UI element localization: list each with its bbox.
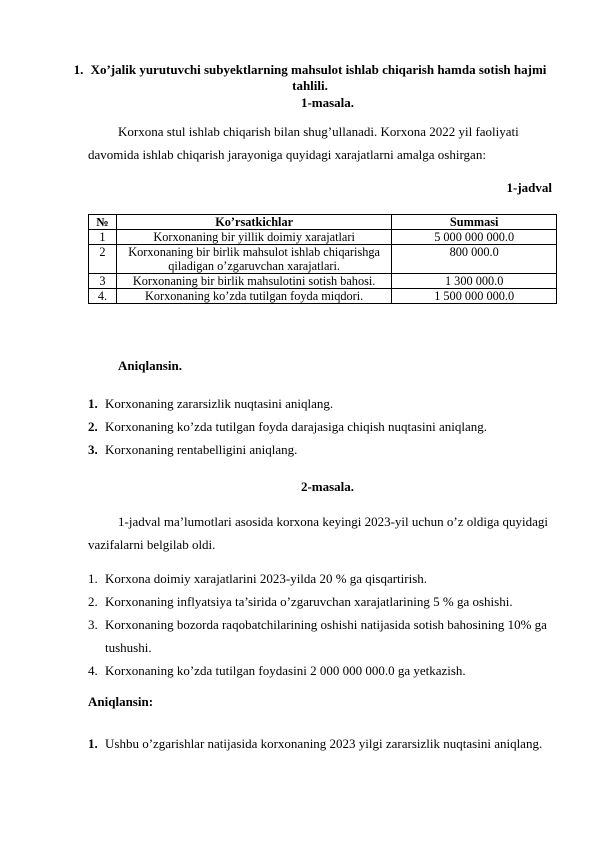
item-text: Korxona doimiy xarajatlarini 2023-yilda 20 % ga qisqartirish. — [105, 571, 428, 586]
item-number: 3. — [88, 617, 98, 632]
section-number: 1. — [73, 62, 84, 77]
section-title: Xo’jalik yurutuvchi subyektlarning mahsulot ishlab chiqarish hamda sotish hajmi tahlili. — [90, 62, 547, 93]
question-number: 1. — [88, 736, 98, 751]
header-indicators: Ko’rsatkichlar — [116, 215, 391, 230]
row-indicator: Korxonaning bir birlik mahsulotini sotish bahosi. — [116, 274, 391, 289]
item-text: Korxonaning inflyatsiya ta’sirida o’zgaruvchan xarajatlarining 5 % ga oshishi. — [105, 594, 513, 609]
task1-intro: Korxona stul ishlab chiqarish bilan shug’ullanadi. Korxona 2022 yil faoliyati davomida ishlab chiqarish jarayoniga quyidagi xarajatlarni amalga oshirgan: — [88, 124, 519, 162]
task1-question — [88, 438, 558, 461]
row-number: 4. — [89, 289, 117, 304]
row-amount: 1 500 000 000.0 — [392, 289, 557, 304]
row-amount: 1 300 000.0 — [392, 274, 557, 289]
task2-item — [88, 613, 558, 659]
row-amount: 5 000 000 000.0 — [392, 230, 557, 245]
item-number: 2. — [88, 594, 98, 609]
task2-question — [88, 732, 558, 755]
row-indicator: Korxonaning bir yillik doimiy xarajatlari — [116, 230, 391, 245]
table-row — [89, 230, 557, 245]
task1-question — [88, 392, 558, 415]
task2-item — [88, 567, 558, 590]
row-indicator: Korxonaning bir birlik mahsulot ishlab chiqarishga qiladigan o’zgaruvchan xarajatlari. — [116, 245, 391, 274]
table-label: 1-jadval — [506, 180, 552, 195]
task2-label: 2-masala. — [300, 479, 355, 494]
question-text: Korxonaning ko’zda tutilgan foyda darajasiga chiqish nuqtasini aniqlang. — [105, 419, 487, 434]
table-row — [89, 289, 557, 304]
task1-question — [88, 415, 558, 438]
question-number: 1. — [88, 396, 98, 411]
item-number: 1. — [88, 571, 98, 586]
question-text: Korxonaning zararsizlik nuqtasini aniqlang. — [105, 396, 334, 411]
table-header-row — [89, 215, 557, 230]
task2-item — [88, 590, 558, 613]
row-indicator: Korxonaning ko’zda tutilgan foyda miqdori. — [116, 289, 391, 304]
task2-determine-label: Aniqlansin: — [88, 694, 154, 709]
header-amount: Summasi — [392, 215, 557, 230]
task2-item — [88, 659, 558, 682]
task1-determine-label: Aniqlansin. — [118, 358, 182, 373]
item-text: Korxonaning bozorda raqobatchilarining oshishi natijasida sotish bahosining 10% ga tushushi. — [105, 617, 547, 655]
task1-label: 1-masala. — [300, 95, 355, 110]
item-number: 4. — [88, 663, 98, 678]
costs-table — [88, 214, 557, 304]
section-heading — [60, 62, 560, 94]
question-number: 2. — [88, 419, 98, 434]
row-number: 1 — [89, 230, 117, 245]
row-number: 2 — [89, 245, 117, 274]
table-row — [89, 245, 557, 274]
row-number: 3 — [89, 274, 117, 289]
task2-intro: 1-jadval ma’lumotlari asosida korxona keyingi 2023-yil uchun o’z oldiga quyidagi vazifalarni belgilab oldi. — [88, 514, 548, 552]
row-amount: 800 000.0 — [392, 245, 557, 274]
question-text: Ushbu o’zgarishlar natijasida korxonaning 2023 yilgi zararsizlik nuqtasini aniqlang. — [105, 736, 543, 751]
question-number: 3. — [88, 442, 98, 457]
item-text: Korxonaning ko’zda tutilgan foydasini 2 000 000 000.0 ga yetkazish. — [105, 663, 466, 678]
header-number: № — [89, 215, 117, 230]
question-text: Korxonaning rentabelligini aniqlang. — [105, 442, 298, 457]
table-row — [89, 274, 557, 289]
